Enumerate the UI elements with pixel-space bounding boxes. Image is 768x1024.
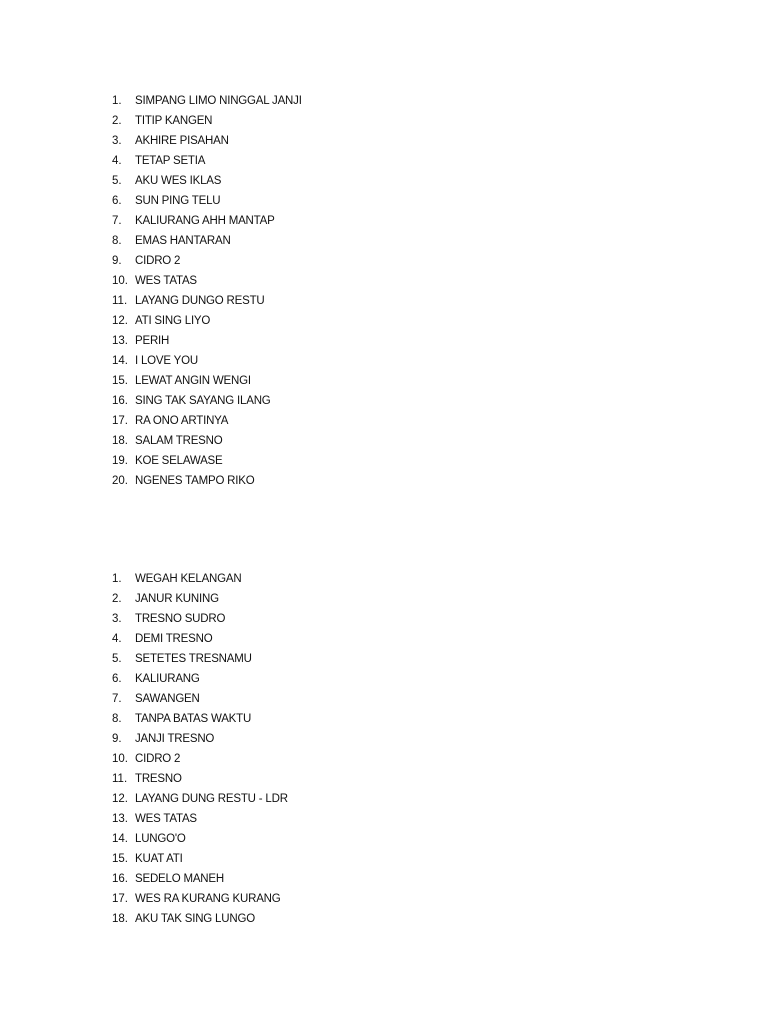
list-item <box>112 769 512 789</box>
song-title: PERIH <box>135 335 170 347</box>
list-item-number: 17. <box>112 415 128 427</box>
list-item <box>112 311 512 331</box>
list-item-number: 13. <box>112 813 128 825</box>
list-item-number: 3. <box>112 613 122 625</box>
song-title: EMAS HANTARAN <box>135 235 231 247</box>
list-item-number: 18. <box>112 913 128 925</box>
list-item-number: 1. <box>112 573 122 585</box>
list-item-number: 7. <box>112 693 122 705</box>
song-title: I LOVE YOU <box>135 355 198 367</box>
song-title: AKU TAK SING LUNGO <box>135 913 255 925</box>
list-item-number: 10. <box>112 753 128 765</box>
list-item <box>112 371 512 391</box>
list-item <box>112 411 512 431</box>
song-title: JANJI TRESNO <box>135 733 215 745</box>
list-item <box>112 729 512 749</box>
song-title: TITIP KANGEN <box>135 115 213 127</box>
list-item-number: 8. <box>112 713 122 725</box>
song-list-1 <box>112 91 512 491</box>
song-title: AKU WES IKLAS <box>135 175 222 187</box>
song-title: LAYANG DUNG RESTU - LDR <box>135 793 288 805</box>
list-item <box>112 151 512 171</box>
song-title: TETAP SETIA <box>135 155 206 167</box>
song-title: LUNGO'O <box>135 833 186 845</box>
list-item-number: 12. <box>112 793 128 805</box>
list-item-number: 11. <box>112 295 128 307</box>
song-title: TRESNO <box>135 773 182 785</box>
list-item-number: 2. <box>112 115 122 127</box>
list-item <box>112 809 512 829</box>
song-title: DEMI TRESNO <box>135 633 213 645</box>
list-item <box>112 431 512 451</box>
list-item <box>112 271 512 291</box>
list-item <box>112 689 512 709</box>
list-item-number: 17. <box>112 893 128 905</box>
list-item <box>112 609 512 629</box>
list-item-number: 6. <box>112 195 122 207</box>
list-item-number: 14. <box>112 355 128 367</box>
list-item-number: 4. <box>112 155 122 167</box>
list-item-number: 8. <box>112 235 122 247</box>
song-title: SAWANGEN <box>135 693 200 705</box>
list-item <box>112 331 512 351</box>
list-item <box>112 231 512 251</box>
song-title: LEWAT ANGIN WENGI <box>135 375 251 387</box>
list-item <box>112 91 512 111</box>
list-item <box>112 909 512 929</box>
song-title: ATI SING LIYO <box>135 315 211 327</box>
list-item <box>112 211 512 231</box>
list-item <box>112 191 512 211</box>
list-item <box>112 351 512 371</box>
list-item <box>112 829 512 849</box>
list-item <box>112 251 512 271</box>
song-title: RA ONO ARTINYA <box>135 415 229 427</box>
list-item-number: 4. <box>112 633 122 645</box>
list-item-number: 9. <box>112 733 122 745</box>
list-item <box>112 849 512 869</box>
list-item <box>112 789 512 809</box>
song-title: KALIURANG <box>135 673 200 685</box>
song-title: WES TATAS <box>135 275 197 287</box>
song-title: AKHIRE PISAHAN <box>135 135 229 147</box>
song-title: LAYANG DUNGO RESTU <box>135 295 265 307</box>
list-item-number: 18. <box>112 435 128 447</box>
song-title: WES RA KURANG KURANG <box>135 893 281 905</box>
list-item <box>112 709 512 729</box>
list-item-number: 13. <box>112 335 128 347</box>
list-item <box>112 131 512 151</box>
song-title: WEGAH KELANGAN <box>135 573 242 585</box>
list-item <box>112 171 512 191</box>
list-item-number: 7. <box>112 215 122 227</box>
song-title: TANPA BATAS WAKTU <box>135 713 252 725</box>
list-item <box>112 669 512 689</box>
song-list-2 <box>112 569 512 929</box>
list-item <box>112 111 512 131</box>
list-item-number: 11. <box>112 773 128 785</box>
song-title: NGENES TAMPO RIKO <box>135 475 255 487</box>
list-item <box>112 569 512 589</box>
list-item <box>112 629 512 649</box>
list-item-number: 19. <box>112 455 128 467</box>
list-item-number: 1. <box>112 95 122 107</box>
song-title: SETETES TRESNAMU <box>135 653 252 665</box>
song-title: WES TATAS <box>135 813 197 825</box>
song-title: TRESNO SUDRO <box>135 613 226 625</box>
list-item-number: 6. <box>112 673 122 685</box>
list-item <box>112 451 512 471</box>
list-item-number: 3. <box>112 135 122 147</box>
song-title: CIDRO 2 <box>135 753 181 765</box>
list-item-number: 12. <box>112 315 128 327</box>
list-item-number: 16. <box>112 395 128 407</box>
song-title: KALIURANG AHH MANTAP <box>135 215 275 227</box>
list-item-number: 14. <box>112 833 128 845</box>
song-title: SING TAK SAYANG ILANG <box>135 395 271 407</box>
list-item-number: 10. <box>112 275 128 287</box>
song-title: CIDRO 2 <box>135 255 181 267</box>
song-title: SIMPANG LIMO NINGGAL JANJI <box>135 95 302 107</box>
list-item-number: 2. <box>112 593 122 605</box>
list-item-number: 15. <box>112 375 128 387</box>
list-item-number: 20. <box>112 475 128 487</box>
list-item <box>112 649 512 669</box>
list-item <box>112 471 512 491</box>
song-title: SUN PING TELU <box>135 195 221 207</box>
list-item <box>112 749 512 769</box>
song-title: KUAT ATI <box>135 853 183 865</box>
song-title: KOE SELAWASE <box>135 455 223 467</box>
list-item <box>112 391 512 411</box>
list-item <box>112 869 512 889</box>
list-item-number: 9. <box>112 255 122 267</box>
song-title: SALAM TRESNO <box>135 435 223 447</box>
list-item <box>112 291 512 311</box>
list-item <box>112 889 512 909</box>
song-title: SEDELO MANEH <box>135 873 224 885</box>
list-item <box>112 589 512 609</box>
list-item-number: 15. <box>112 853 128 865</box>
song-title: JANUR KUNING <box>135 593 219 605</box>
list-item-number: 5. <box>112 653 122 665</box>
list-item-number: 5. <box>112 175 122 187</box>
list-item-number: 16. <box>112 873 128 885</box>
